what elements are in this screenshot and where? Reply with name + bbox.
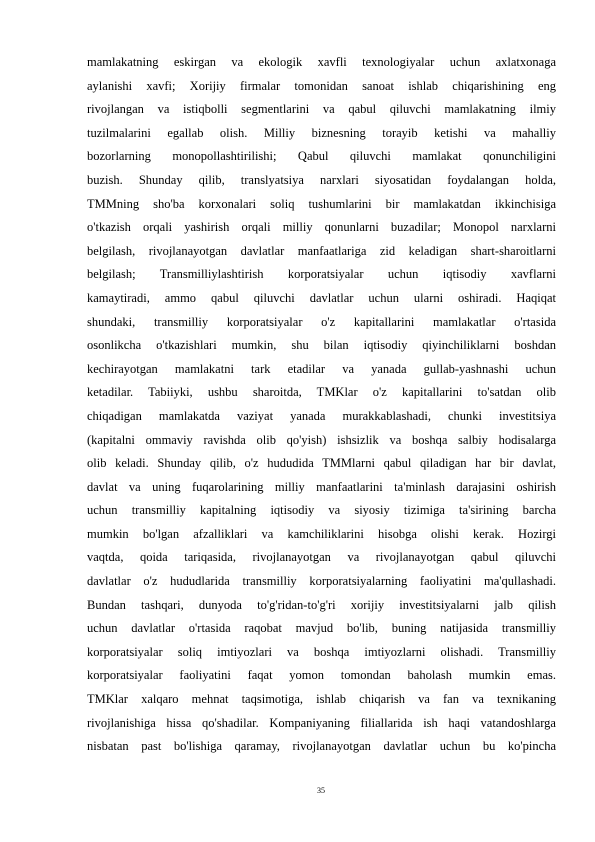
text-line: TMKlar xalqaro mehnat taqsimotiga, ishlab chiqarish va fan va texnikaning — [87, 692, 556, 707]
text-line: vaqtda, qoida tariqasida, rivojlanayotgan va rivojlanayotgan qabul qiluvchi — [87, 550, 556, 565]
text-line: olib keladi. Shunday qilib, o'z hududida TMMlarni qabul qiladigan har bir davlat, — [87, 456, 556, 471]
text-line: nisbatan past bo'lishiga qaramay, rivojlanayotgan davlatlar uchun bu ko'pincha — [87, 739, 556, 754]
text-line: tuzilmalarini egallab olish. Milliy biznesning torayib ketishi va mahalliy — [87, 125, 556, 140]
text-line: ketadilar. Tabiiyki, ushbu sharoitda, TMKlar o'z kapitallarini to'satdan olib — [87, 385, 556, 400]
text-line: (kapitalni ommaviy ravishda olib qo'yish) ishsizlik va boshqa salbiy hodisalarga — [87, 432, 556, 447]
text-line: uchun transmilliy kapitalning iqtisodiy va siyosiy tizimiga ta'sirining barcha — [87, 503, 556, 518]
text-line: davlat va uning fuqarolarining milliy manfaatlarini ta'minlash darajasini oshirish — [87, 479, 556, 494]
page-number: 35 — [317, 786, 325, 795]
text-line: belgilash, rivojlanayotgan davlatlar manfaatlariga zid keladigan shart-sharoitlarni — [87, 243, 556, 258]
text-line: Bundan tashqari, dunyoda to'g'ridan-to'g'ri xorijiy investitsiyalarni jalb qilish — [87, 597, 556, 612]
text-line: kechirayotgan mamlakatni tark etadilar va yanada gullab-yashnashi uchun — [87, 361, 556, 376]
text-line: belgilash; Transmilliylashtirish korporatsiyalar uchun iqtisodiy xavflarni — [87, 267, 556, 282]
text-line: chiqadigan mamlakatda vaziyat yanada murakkablashadi, chunki investitsiya — [87, 408, 556, 423]
text-line: korporatsiyalar soliq imtiyozlari va boshqa imtiyozlarni olishadi. Transmilliy — [87, 644, 556, 659]
text-line: rivojlangan va istiqbolli segmentlarini va qabul qiluvchi mamlakatning ilmiy — [87, 102, 556, 117]
text-line: uchun davlatlar o'rtasida raqobat mavjud bo'lib, buning natijasida transmilliy — [87, 621, 556, 636]
text-line: korporatsiyalar faoliyatini faqat yomon tomondan baholash mumkin emas. — [87, 668, 556, 683]
text-line: buzish. Shunday qilib, translyatsiya narxlari siyosatidan foydalangan holda, — [87, 172, 556, 187]
text-line: mumkin bo'lgan afzalliklari va kamchiliklarini hisobga olishi kerak. Hozirgi — [87, 526, 556, 541]
text-line: bozorlarning monopollashtirilishi; Qabul qiluvchi mamlakat qonunchiligini — [87, 149, 556, 164]
text-line: mamlakatning eskirgan va ekologik xavfli texnologiyalar uchun axlatxonaga — [87, 55, 556, 69]
text-line: aylanishi xavfi; Xorijiy firmalar tomonidan sanoat ishlab chiqarishining eng — [87, 78, 556, 93]
text-line: TMMning sho'ba korxonalari soliq tushumlarini bir mamlakatdan ikkinchisiga — [87, 196, 556, 211]
text-line: osonlikcha o'tkazishlari mumkin, shu bilan iqtisodiy qiyinchiliklarni boshdan — [87, 338, 556, 353]
text-line: o'tkazish orqali yashirish orqali milliy qonunlarni buzadilar; Monopol narxlarni — [87, 220, 556, 235]
text-line: davlatlar o'z hududlarida transmilliy korporatsiyalarning faoliyatini ma'qullashadi. — [87, 574, 556, 589]
text-line: rivojlanishiga hissa qo'shadilar. Kompaniyaning filiallarida ish haqi vatandoshlarga — [87, 715, 556, 730]
text-line: shundaki, transmilliy korporatsiyalar o'z kapitallarini mamlakatlar o'rtasida — [87, 314, 556, 329]
body-text — [87, 51, 556, 759]
text-line: kamaytiradi, ammo qabul qiluvchi davlatlar uchun ularni oshiradi. Haqiqat — [87, 290, 556, 305]
